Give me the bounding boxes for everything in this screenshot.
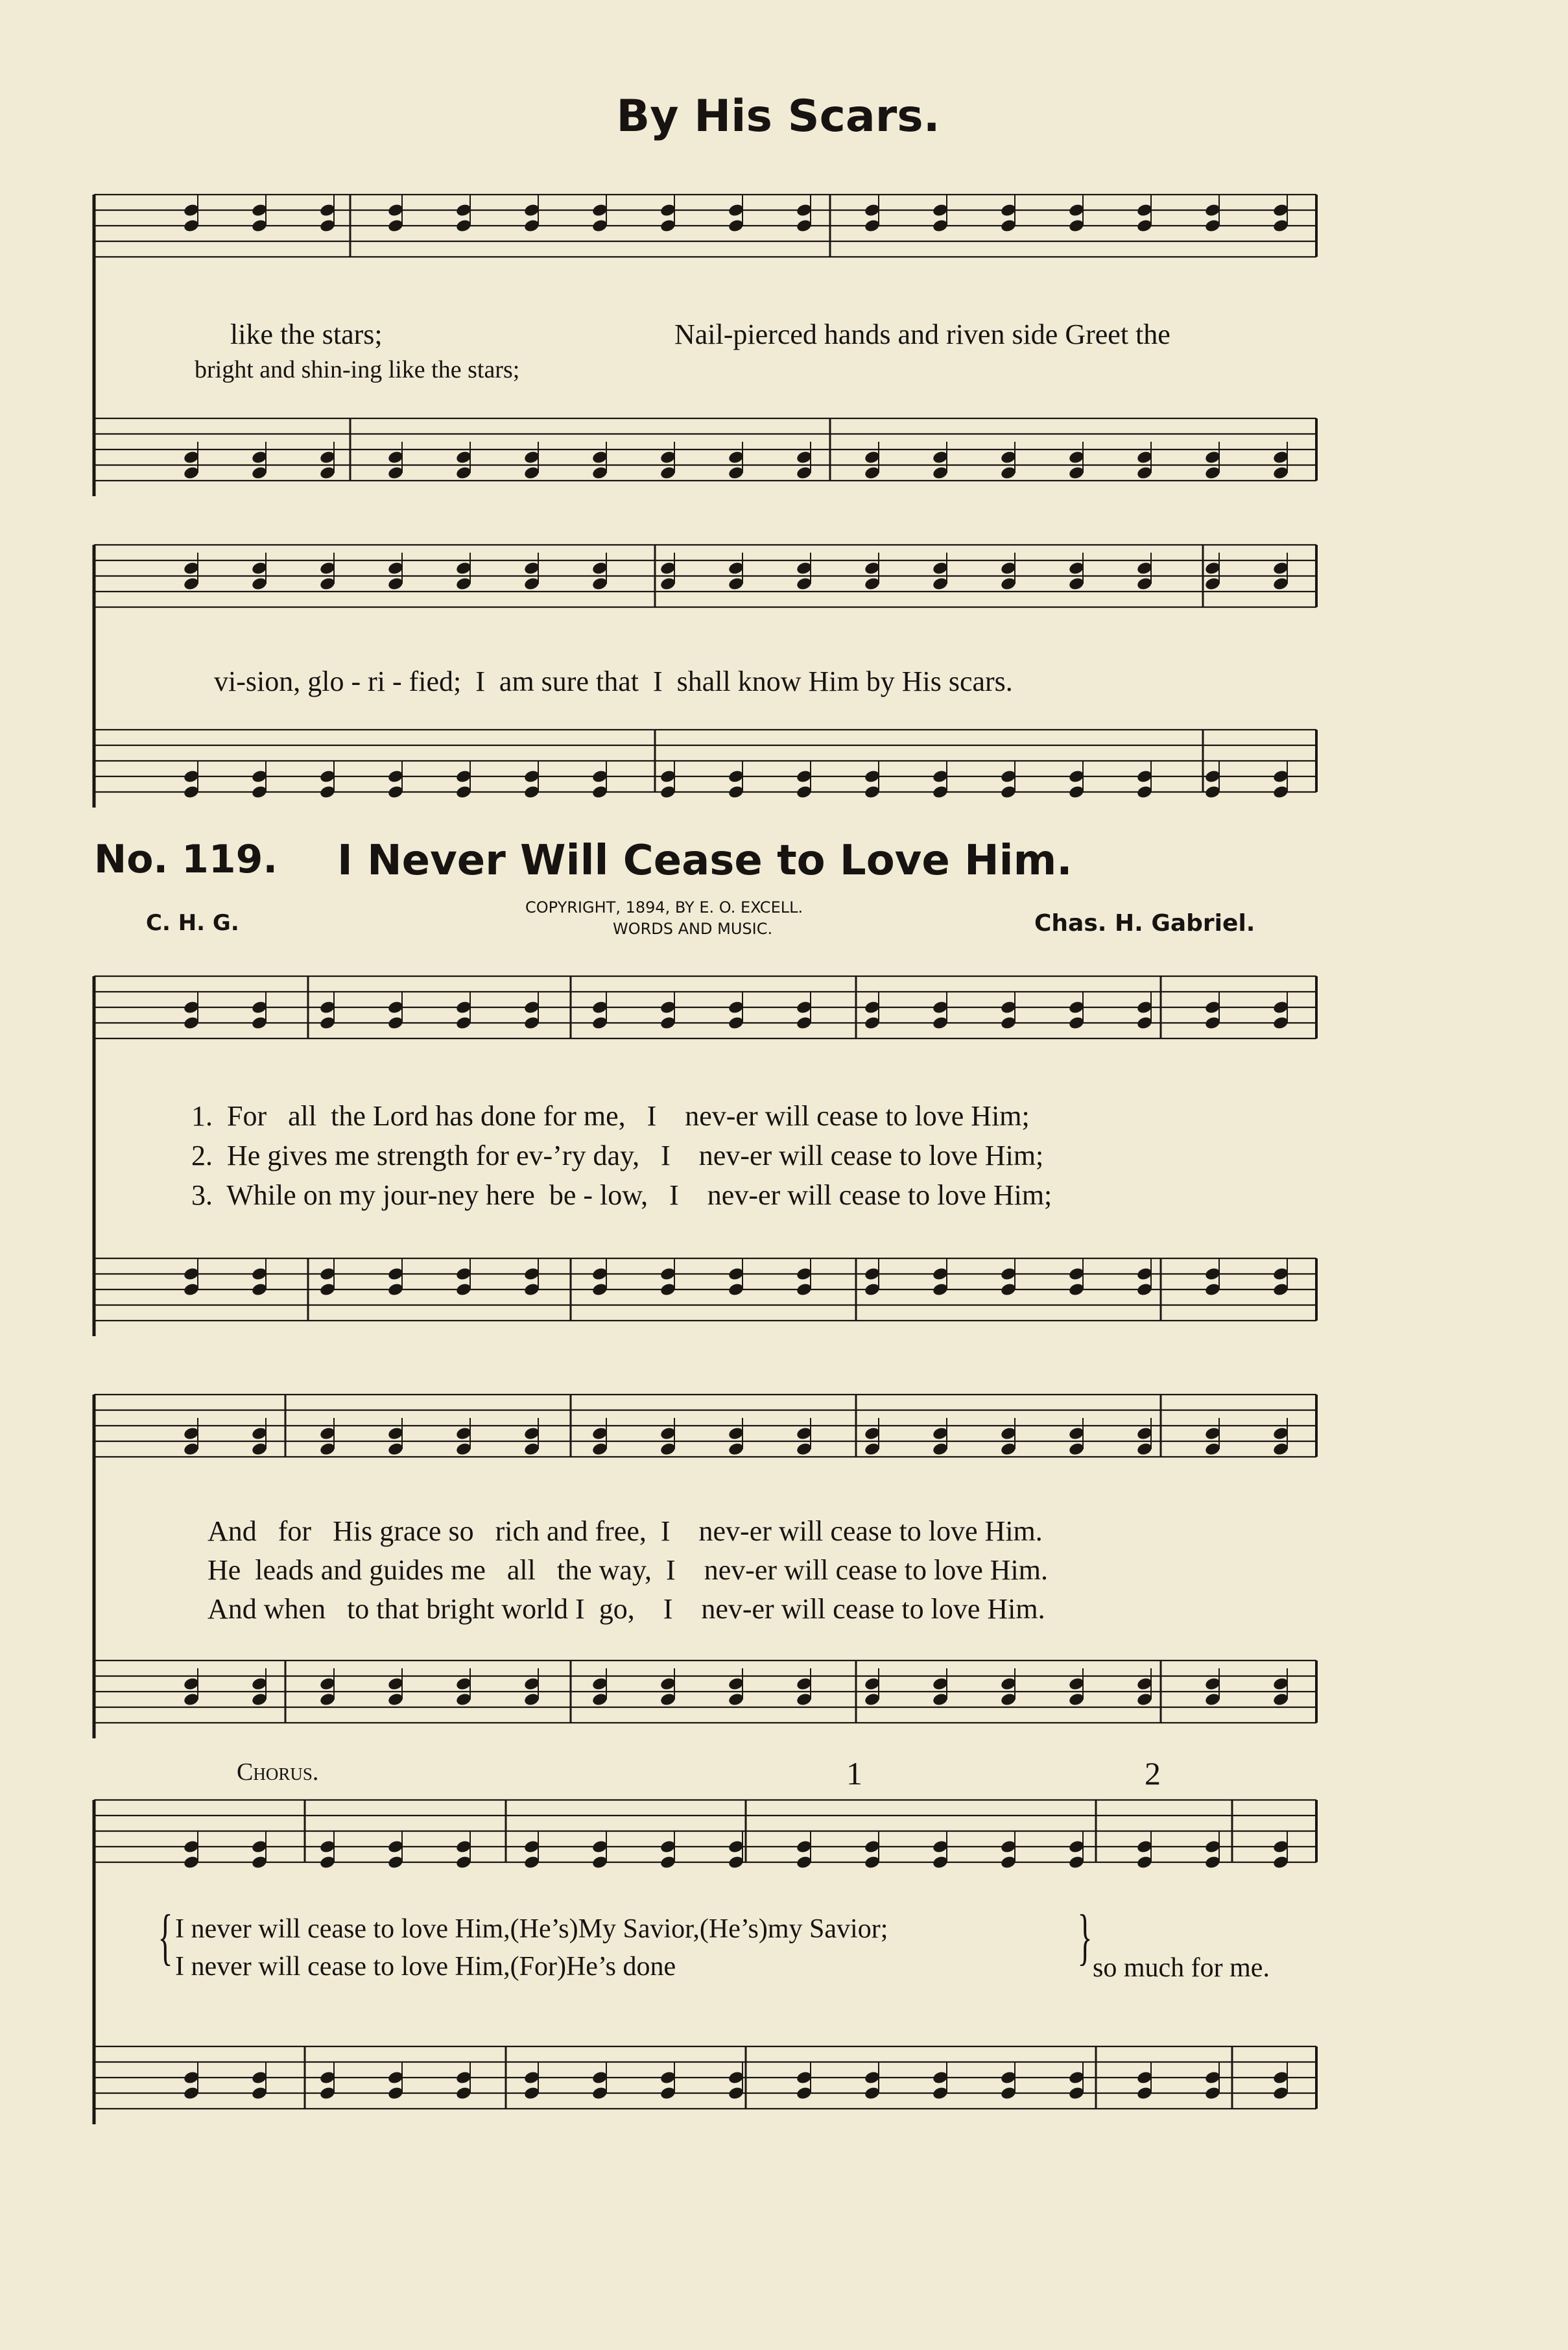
chorus-line: so much for me.: [1093, 1953, 1270, 1983]
brace-right: }: [1077, 1902, 1093, 1971]
lyric-line: Nail-pierced hands and riven side Greet the: [674, 318, 1170, 350]
chorus-label: Chorus.: [237, 1758, 319, 1786]
author-initials: C. H. G.: [146, 910, 239, 936]
ending-first: 1: [846, 1755, 862, 1792]
words-music-line: WORDS AND MUSIC.: [613, 920, 773, 938]
verse-line: He leads and guides me all the way, I nev-er will cease to love Him.: [208, 1554, 1048, 1586]
song-title-by-his-scars: By His Scars.: [616, 91, 940, 142]
verse-line: 3. While on my jour-ney here be - low, I nev-er will cease to love Him;: [191, 1179, 1052, 1211]
composer-credit: Chas. H. Gabriel.: [1034, 910, 1255, 937]
song-title-never-cease: I Never Will Cease to Love Him.: [337, 837, 1073, 885]
chorus-line: I never will cease to love Him,(For)He’s done: [175, 1952, 676, 1982]
verse-line: And for His grace so rich and free, I nev-er will cease to love Him.: [208, 1515, 1043, 1547]
lyric-line: vi-sion, glo - ri - fied; I am sure that I shall know Him by His scars.: [214, 665, 1013, 697]
verse-line: 1. For all the Lord has done for me, I nev-er will cease to love Him;: [191, 1100, 1030, 1132]
verse-line: And when to that bright world I go, I nev-er will cease to love Him.: [208, 1593, 1045, 1625]
lyric-line: like the stars;: [230, 318, 383, 350]
brace-left: {: [158, 1902, 173, 1971]
lyric-line: bright and shin-ing like the stars;: [195, 356, 520, 383]
verse-line: 2. He gives me strength for ev-’ry day, I nev-er will cease to love Him;: [191, 1140, 1044, 1171]
ending-second: 2: [1145, 1755, 1161, 1792]
copyright-line: COPYRIGHT, 1894, BY E. O. EXCELL.: [525, 898, 803, 917]
hymn-number: No. 119.: [94, 837, 278, 882]
chorus-line: I never will cease to love Him,(He’s)My Savior,(He’s)my Savior;: [175, 1914, 888, 1944]
